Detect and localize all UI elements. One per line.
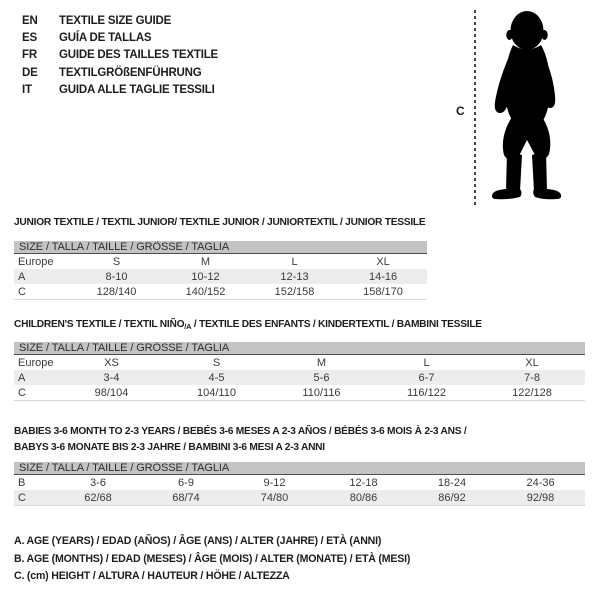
- size-cell: L: [291, 255, 298, 268]
- size-header-label: SIZE / TALLA / TAILLE / GRÖSSE / TAGLIA: [14, 241, 427, 254]
- lang-row-es: [22, 30, 218, 47]
- size-cell: XL: [376, 255, 390, 268]
- value-cell: 7-8: [479, 370, 585, 385]
- lang-code: ES: [22, 32, 37, 45]
- age-years-row: [14, 269, 427, 284]
- size-cell: XL: [525, 356, 539, 369]
- lang-title: GUIDA ALLE TAGLIE TESSILI: [59, 83, 215, 96]
- lang-title: GUIDE DES TAILLES TEXTILE: [59, 49, 218, 62]
- value-cell: 80/86: [319, 490, 408, 506]
- babies-title-line1: BABIES 3-6 MONTH TO 2-3 YEARS / BEBÉS 3-6 MESES A 2-3 AÑOS / BÉBÉS 3-6 MOIS À 2-3 ANS /: [14, 426, 467, 437]
- lang-code: EN: [22, 15, 38, 27]
- legend-line-b: B. AGE (MONTHS) / EDAD (MESES) / ÂGE (MOIS) / ALTER (MONATE) / ETÀ (MESI): [14, 552, 411, 565]
- row-label: A: [14, 370, 59, 385]
- height-cm-row: [14, 490, 585, 506]
- size-cell: M: [200, 255, 211, 268]
- value-cell: 9-12: [263, 476, 286, 489]
- europe-sizes-row: [14, 355, 585, 371]
- size-cell: M: [316, 356, 327, 369]
- lang-code: DE: [22, 66, 38, 79]
- value-cell: 3-6: [90, 476, 106, 489]
- lang-row-it: [22, 82, 218, 99]
- lang-title: TEXTILGRÖßENFÜHRUNG: [59, 66, 202, 79]
- size-header-label: SIZE / TALLA / TAILLE / GRÖSSE / TAGLIA: [14, 342, 585, 355]
- babies-title-line2: BABYS 3-6 MONATE BIS 2-3 JAHRE / BAMBINI 3-6 MESI A 2-3 ANNI: [14, 441, 325, 453]
- value-cell: 10-12: [161, 269, 250, 284]
- value-cell: 92/98: [496, 490, 585, 506]
- value-cell: 62/68: [54, 490, 142, 506]
- lang-title: TEXTILE SIZE GUIDE: [59, 15, 172, 27]
- children-title-main: CHILDREN'S TEXTILE / TEXTIL NIÑO: [14, 319, 185, 330]
- children-title-subscript: /A: [184, 322, 192, 331]
- value-cell: 158/170: [339, 284, 427, 300]
- babies-section-title: [14, 424, 494, 455]
- language-guide: [22, 13, 218, 99]
- europe-sizes-row: [14, 254, 427, 270]
- value-cell: 152/158: [250, 284, 339, 300]
- value-cell: 122/128: [479, 385, 585, 401]
- lang-row-de: [22, 65, 218, 82]
- row-label: A: [14, 269, 72, 284]
- value-cell: 74/80: [230, 490, 319, 506]
- value-cell: 86/92: [408, 490, 496, 506]
- value-cell: 14-16: [339, 269, 427, 284]
- lang-title: GUÍA DE TALLAS: [59, 32, 152, 45]
- row-label: C: [14, 385, 59, 401]
- value-cell: 12-18: [349, 476, 378, 489]
- row-label: Europe: [18, 356, 54, 369]
- row-label: C: [14, 284, 72, 300]
- value-cell: 6-7: [374, 370, 479, 385]
- value-cell: 4-5: [164, 370, 269, 385]
- size-cell: XS: [104, 356, 119, 369]
- value-cell: 116/122: [374, 385, 479, 401]
- size-cell: S: [112, 255, 121, 268]
- row-label: Europe: [18, 255, 54, 268]
- children-title-rest: / TEXTILE DES ENFANTS / KINDERTEXTIL / BAMBINI TESSILE: [191, 319, 482, 330]
- height-cm-row: [14, 385, 585, 401]
- age-months-row: [14, 475, 585, 491]
- children-section-title: [14, 319, 482, 331]
- row-label: C: [14, 490, 54, 506]
- value-cell: 18-24: [437, 476, 467, 489]
- age-years-row: [14, 370, 585, 385]
- size-header-label: SIZE / TALLA / TAILLE / GRÖSSE / TAGLIA: [14, 462, 585, 475]
- legend-line-a: A. AGE (YEARS) / EDAD (AÑOS) / ÂGE (ANS) / ALTER (JAHRE) / ETÀ (ANNI): [14, 535, 382, 547]
- children-size-table: [14, 342, 585, 401]
- lang-code: IT: [22, 83, 32, 96]
- value-cell: 110/116: [269, 385, 374, 401]
- row-label: B: [18, 476, 26, 489]
- lang-row-fr: [22, 47, 218, 64]
- value-cell: 68/74: [142, 490, 230, 506]
- value-cell: 104/110: [164, 385, 269, 401]
- junior-size-table: [14, 241, 427, 300]
- size-header-row: [14, 241, 427, 254]
- size-cell: S: [212, 356, 221, 369]
- value-cell: 128/140: [72, 284, 161, 300]
- lang-code: FR: [22, 49, 37, 62]
- size-header-row: [14, 342, 585, 355]
- height-cm-row: [14, 284, 427, 300]
- value-cell: 140/152: [161, 284, 250, 300]
- babies-size-table: [14, 462, 585, 506]
- value-cell: 6-9: [178, 476, 194, 489]
- value-cell: 8-10: [72, 269, 161, 284]
- size-header-row: [14, 462, 585, 475]
- value-cell: 5-6: [269, 370, 374, 385]
- measurement-legend: [14, 533, 410, 586]
- value-cell: 12-13: [250, 269, 339, 284]
- value-cell: 24-36: [526, 476, 555, 489]
- height-measure-label: C: [456, 104, 465, 118]
- size-cell: L: [423, 356, 430, 369]
- height-measure-dotted-line: [474, 10, 476, 207]
- junior-section-title: JUNIOR TEXTILE / TEXTIL JUNIOR/ TEXTILE JUNIOR / JUNIORTEXTIL / JUNIOR TESSILE: [14, 217, 426, 228]
- value-cell: 3-4: [59, 370, 164, 385]
- lang-row-en: [22, 13, 218, 30]
- value-cell: 98/104: [59, 385, 164, 401]
- legend-line-c: C. (cm) HEIGHT / ALTURA / HAUTEUR / HÖHE / ALTEZZA: [14, 570, 290, 583]
- baby-silhouette: [482, 9, 566, 205]
